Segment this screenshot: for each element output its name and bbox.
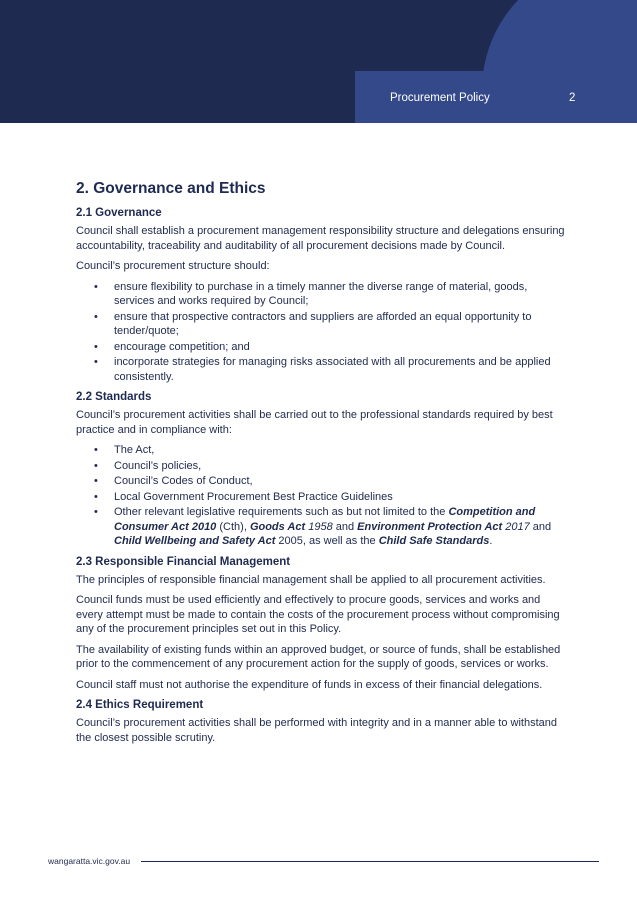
page-content bbox=[76, 179, 566, 751]
footer-divider bbox=[141, 861, 599, 862]
legislation-text: and bbox=[332, 520, 358, 533]
competition-act: Competition and Consumer Act 2010 bbox=[114, 506, 536, 533]
page-number: 2 bbox=[569, 92, 576, 104]
page-header bbox=[0, 0, 637, 123]
governance-paragraph: Council shall establish a procurement management responsibility structure and delegations ensuring accountability, traceability and auditability of all procurement decisions made by Council. bbox=[76, 225, 565, 252]
document-title: Procurement Policy bbox=[390, 92, 490, 104]
environment-act-year: 2017 bbox=[502, 520, 530, 533]
standards-bullet-list bbox=[76, 443, 566, 549]
list-item: • encourage competition; and bbox=[114, 340, 566, 355]
standards-paragraph: Council’s procurement activities shall be carried out to the professional standards required by best practice and in compliance with: bbox=[76, 409, 553, 436]
list-item: • Local Government Procurement Best Practice Guidelines bbox=[114, 490, 566, 505]
financial-heading: 2.3 Responsible Financial Management bbox=[76, 555, 291, 568]
legislation-text: (Cth), bbox=[216, 520, 250, 533]
environment-act: Environment Protection Act bbox=[357, 520, 503, 533]
financial-paragraph: The availability of existing funds within an approved budget, or source of funds, shall be established prior to the commencement of any procurement action for the supply of goods, services or works. bbox=[76, 643, 561, 670]
list-item: • ensure that prospective contractors and suppliers are afforded an equal opportunity to tender/quote; bbox=[114, 310, 566, 339]
goods-act-year: 1958 bbox=[305, 520, 333, 533]
list-item-legislation bbox=[114, 505, 566, 549]
legislation-text: and bbox=[529, 520, 552, 533]
child-wellbeing-act: Child Wellbeing and Safety Act bbox=[114, 535, 276, 547]
ethics-paragraph: Council’s procurement activities shall be performed with integrity and in a manner able to withstand the closest possible scrutiny. bbox=[76, 717, 557, 744]
section-heading: 2. Governance and Ethics bbox=[76, 180, 266, 197]
list-item: • Council’s policies, bbox=[114, 459, 566, 474]
governance-structure-intro: Council’s procurement structure should: bbox=[76, 260, 270, 272]
financial-paragraph: Council funds must be used efficiently and effectively to procure goods, services and works and every attempt must be made to contain the costs of the procurement process without compromising any of the procurement principles set out in this Policy. bbox=[76, 594, 560, 635]
list-item: • Council’s Codes of Conduct, bbox=[114, 474, 566, 489]
legislation-text: Other relevant legislative requirements such as but not limited to the bbox=[114, 506, 449, 518]
governance-bullet-list bbox=[76, 280, 566, 385]
goods-act: Goods Act bbox=[249, 520, 306, 533]
list-item: • The Act, bbox=[114, 443, 566, 458]
child-safe-standards: Child Safe Standards bbox=[378, 535, 490, 547]
legislation-text: 2005, as well as the bbox=[275, 535, 379, 547]
ethics-heading: 2.4 Ethics Requirement bbox=[76, 699, 204, 711]
list-item: • incorporate strategies for managing risks associated with all procurements and be applied consistently. bbox=[114, 355, 566, 384]
financial-paragraph: Council staff must not authorise the expenditure of funds in excess of their financial delegations. bbox=[76, 678, 543, 691]
financial-paragraph: The principles of responsible financial management shall be applied to all procurement activities. bbox=[76, 573, 546, 586]
footer-website-link[interactable]: wangaratta.vic.gov.au bbox=[48, 856, 131, 866]
standards-heading: 2.2 Standards bbox=[76, 391, 152, 403]
legislation-text: . bbox=[489, 535, 493, 547]
governance-heading: 2.1 Governance bbox=[76, 207, 162, 219]
list-item: • ensure flexibility to purchase in a timely manner the diverse range of material, goods, services and works required by Council; bbox=[114, 280, 566, 309]
